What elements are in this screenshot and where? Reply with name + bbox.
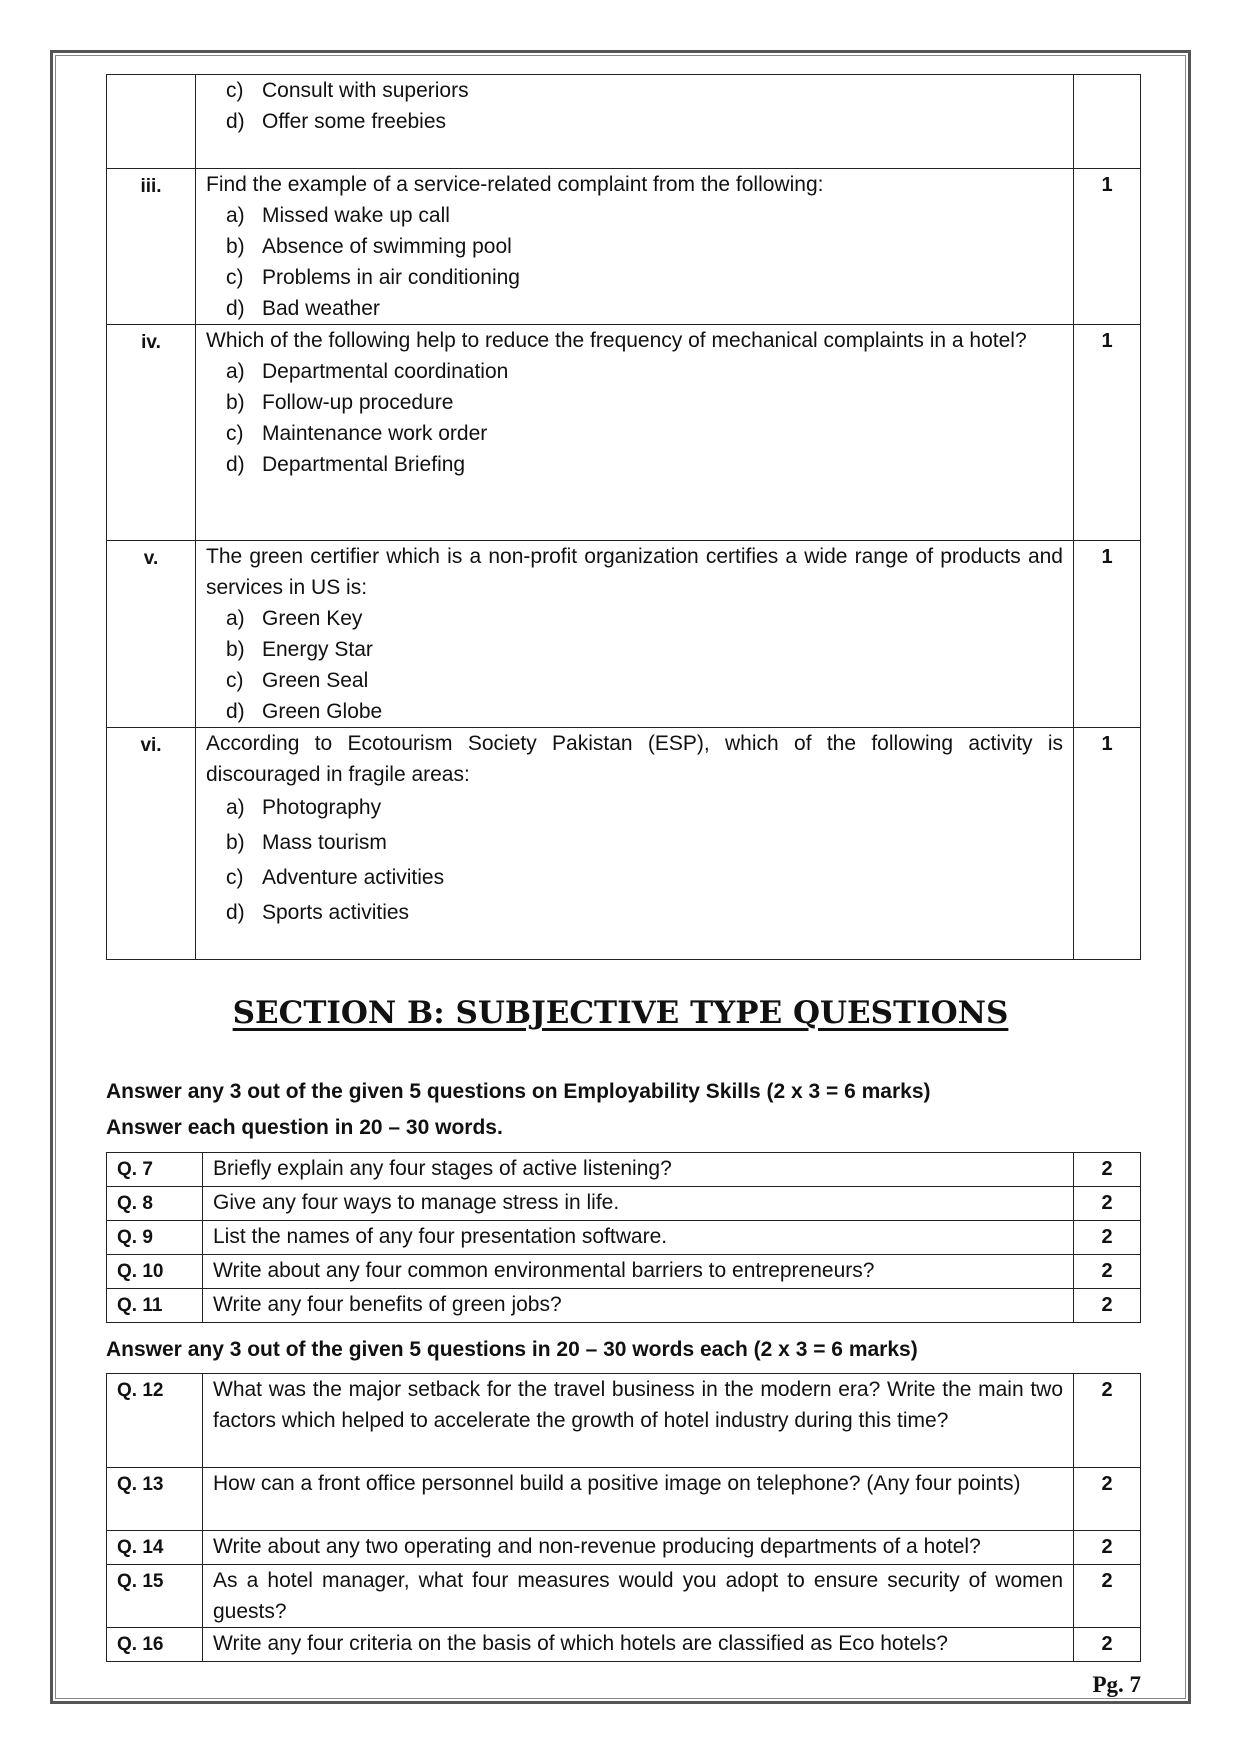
question-text: Find the example of a service-related complaint from the following: xyxy=(206,173,824,196)
table-row xyxy=(107,1289,1141,1323)
marks-cell: 2 xyxy=(1074,1289,1141,1323)
question-text: Briefly explain any four stages of active listening? xyxy=(203,1153,1074,1187)
option: c) Maintenance work order xyxy=(226,422,488,445)
option: a) Green Key xyxy=(226,607,363,630)
table-row xyxy=(107,1187,1141,1221)
question-cell xyxy=(196,541,1074,728)
question-text: How can a front office personnel build a positive image on telephone? (Any four points) xyxy=(203,1468,1074,1531)
table-row xyxy=(107,1374,1141,1468)
question-text: Which of the following help to reduce the frequency of mechanical complaints in a hotel? xyxy=(206,329,1027,352)
option: d) Bad weather xyxy=(226,297,380,320)
marks-cell: 1 xyxy=(1074,728,1141,960)
marks-cell: 2 xyxy=(1074,1565,1141,1628)
question-text: Write about any four common environmental barriers to entrepreneurs? xyxy=(203,1255,1074,1289)
table-row xyxy=(107,1565,1141,1628)
marks-cell: 2 xyxy=(1074,1153,1141,1187)
instruction: Answer any 3 out of the given 5 questions on Employability Skills (2 x 3 = 6 marks) xyxy=(106,1080,931,1103)
option: d) Departmental Briefing xyxy=(226,453,466,476)
table-row xyxy=(107,75,1141,169)
options-list xyxy=(206,200,1063,324)
question-text: Write about any two operating and non-revenue producing departments of a hotel? xyxy=(203,1531,1074,1565)
option: d) Green Globe xyxy=(226,700,383,723)
option: a) Photography xyxy=(226,796,382,819)
table-row xyxy=(107,1153,1141,1187)
question-number: Q. 15 xyxy=(107,1565,203,1628)
question-text: Write any four criteria on the basis of which hotels are classified as Eco hotels? xyxy=(203,1628,1074,1662)
question-number: iii. xyxy=(107,169,196,325)
mcq-table xyxy=(106,74,1141,960)
option: d) Offer some freebies xyxy=(226,110,447,133)
question-number: Q. 16 xyxy=(107,1628,203,1662)
marks-cell: 2 xyxy=(1074,1374,1141,1468)
option: c) Consult with superiors xyxy=(226,79,469,102)
option: d) Sports activities xyxy=(226,901,410,924)
question-number: Q. 8 xyxy=(107,1187,203,1221)
question-text: Give any four ways to manage stress in life. xyxy=(203,1187,1074,1221)
options-list xyxy=(206,356,1063,480)
table-row xyxy=(107,541,1141,728)
marks-cell: 2 xyxy=(1074,1468,1141,1531)
marks-cell: 1 xyxy=(1074,325,1141,541)
options-list xyxy=(206,75,1063,137)
marks-cell xyxy=(1074,75,1141,169)
question-text: Write any four benefits of green jobs? xyxy=(203,1289,1074,1323)
question-cell xyxy=(196,75,1074,169)
question-number: Q. 7 xyxy=(107,1153,203,1187)
question-number: Q. 13 xyxy=(107,1468,203,1531)
marks-cell: 1 xyxy=(1074,541,1141,728)
option: a) Departmental coordination xyxy=(226,360,509,383)
table-row xyxy=(107,325,1141,541)
question-number: Q. 9 xyxy=(107,1221,203,1255)
section-title: SECTION B: SUBJECTIVE TYPE QUESTIONS xyxy=(232,995,1009,1031)
table-row xyxy=(107,1531,1141,1565)
question-text: As a hotel manager, what four measures would you adopt to ensure security of women guests? xyxy=(203,1565,1074,1628)
question-number: iv. xyxy=(107,325,196,541)
question-number: Q. 10 xyxy=(107,1255,203,1289)
marks-cell: 1 xyxy=(1074,169,1141,325)
subject-table xyxy=(106,1373,1141,1662)
question-text: According to Ecotourism Society Pakistan (ESP), which of the following activity is discouraged in fragile areas: xyxy=(206,732,1063,786)
marks-cell: 2 xyxy=(1074,1221,1141,1255)
question-text: List the names of any four presentation software. xyxy=(203,1221,1074,1255)
option: c) Green Seal xyxy=(226,669,369,692)
options-list xyxy=(206,603,1063,727)
question-number: v. xyxy=(107,541,196,728)
option: c) Adventure activities xyxy=(226,866,445,889)
table-row xyxy=(107,728,1141,960)
question-text: The green certifier which is a non-profit organization certifies a wide range of products and services in US is: xyxy=(206,545,1063,599)
instruction: Answer any 3 out of the given 5 questions in 20 – 30 words each (2 x 3 = 6 marks) xyxy=(106,1338,918,1361)
marks-cell: 2 xyxy=(1074,1255,1141,1289)
table-row xyxy=(107,1221,1141,1255)
page-number: Pg. 7 xyxy=(1092,1672,1141,1697)
question-cell xyxy=(196,169,1074,325)
marks-cell: 2 xyxy=(1074,1531,1141,1565)
instruction: Answer each question in 20 – 30 words. xyxy=(106,1116,503,1139)
option: c) Problems in air conditioning xyxy=(226,266,520,289)
option: a) Missed wake up call xyxy=(226,204,450,227)
employability-table xyxy=(106,1152,1141,1323)
marks-cell: 2 xyxy=(1074,1628,1141,1662)
question-number: Q. 11 xyxy=(107,1289,203,1323)
question-number xyxy=(107,75,196,169)
table-row xyxy=(107,1468,1141,1531)
option: b) Energy Star xyxy=(226,638,373,661)
marks-cell: 2 xyxy=(1074,1187,1141,1221)
option: b) Absence of swimming pool xyxy=(226,235,512,258)
question-cell xyxy=(196,728,1074,960)
options-list xyxy=(206,790,1063,930)
table-row xyxy=(107,169,1141,325)
table-row xyxy=(107,1628,1141,1662)
question-text: What was the major setback for the travel business in the modern era? Write the main two factors which helped to accelerate the growth of hotel industry during this time? xyxy=(203,1374,1074,1468)
question-number: vi. xyxy=(107,728,196,960)
option: b) Mass tourism xyxy=(226,831,387,854)
question-cell xyxy=(196,325,1074,541)
question-number: Q. 14 xyxy=(107,1531,203,1565)
question-number: Q. 12 xyxy=(107,1374,203,1468)
table-row xyxy=(107,1255,1141,1289)
option: b) Follow-up procedure xyxy=(226,391,454,414)
